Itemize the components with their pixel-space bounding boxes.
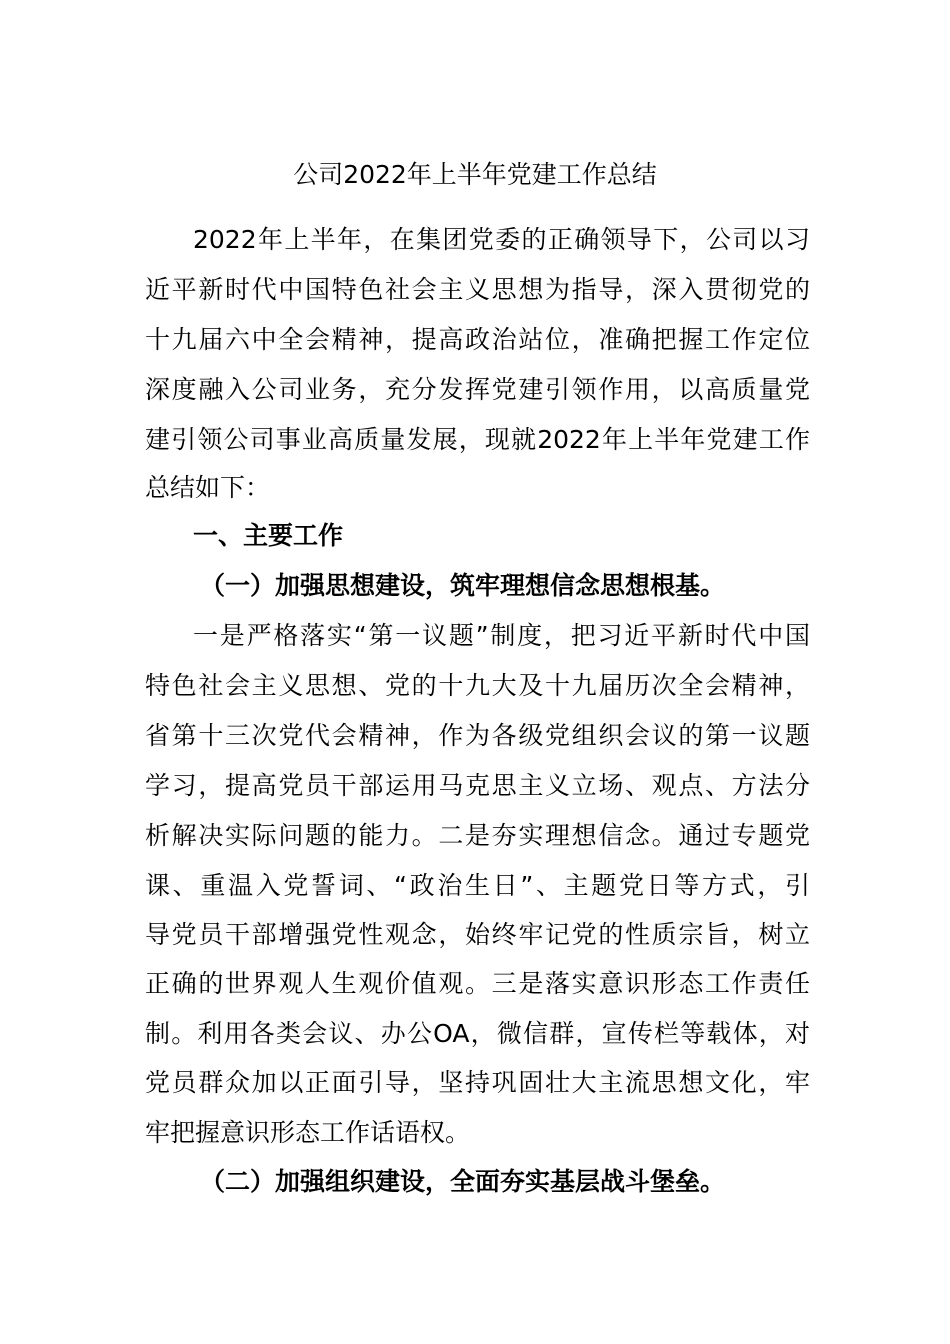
paragraph-line: 省第十三次党代会精神，作为各级党组织会议的第一议题 — [145, 721, 810, 750]
paragraph-line: 析解决实际问题的能力。二是夯实理想信念。通过专题党 — [145, 821, 810, 850]
paragraph-line: 牢把握意识形态工作话语权。 — [145, 1118, 471, 1147]
intro-line: 深度融入公司业务，充分发挥党建引领作用，以高质量党 — [145, 375, 810, 404]
paragraph-line: 制。利用各类会议、办公OA，微信群，宣传栏等载体，对 — [145, 1019, 810, 1048]
paragraph-line: 导党员干部增强党性观念，始终牢记党的性质宗旨，树立 — [145, 920, 810, 949]
section-1-heading: 一、主要工作 — [193, 521, 344, 550]
intro-line: 2022年上半年，在集团党委的正确领导下，公司以习 — [193, 225, 810, 254]
paragraph-line: 学习，提高党员干部运用马克思主义立场、观点、方法分 — [145, 771, 810, 800]
paragraph-line: 课、重温入党誓词、“政治生日”、主题党日等方式，引 — [145, 871, 810, 900]
document-title: 公司2022年上半年党建工作总结 — [293, 160, 657, 189]
intro-line: 近平新时代中国特色社会主义思想为指导，深入贯彻党的 — [145, 275, 810, 304]
paragraph-line: 党员群众加以正面引导，坚持巩固壮大主流思想文化，牢 — [145, 1068, 810, 1097]
intro-line: 十九届六中全会精神，提高政治站位，准确把握工作定位 — [145, 325, 810, 354]
paragraph-line: 正确的世界观人生观价值观。三是落实意识形态工作责任 — [145, 969, 810, 998]
paragraph-line: 特色社会主义思想、党的十九大及十九届历次全会精神， — [145, 671, 810, 700]
paragraph-line: 一是严格落实“第一议题”制度，把习近平新时代中国 — [193, 621, 810, 650]
intro-line: 建引领公司事业高质量发展，现就2022年上半年党建工作 — [145, 425, 810, 454]
subsection-1-heading: （一）加强思想建设，筑牢理想信念思想根基。 — [200, 571, 726, 600]
subsection-2-heading: （二）加强组织建设，全面夯实基层战斗堡垒。 — [200, 1167, 726, 1196]
intro-line: 总结如下： — [145, 473, 271, 502]
